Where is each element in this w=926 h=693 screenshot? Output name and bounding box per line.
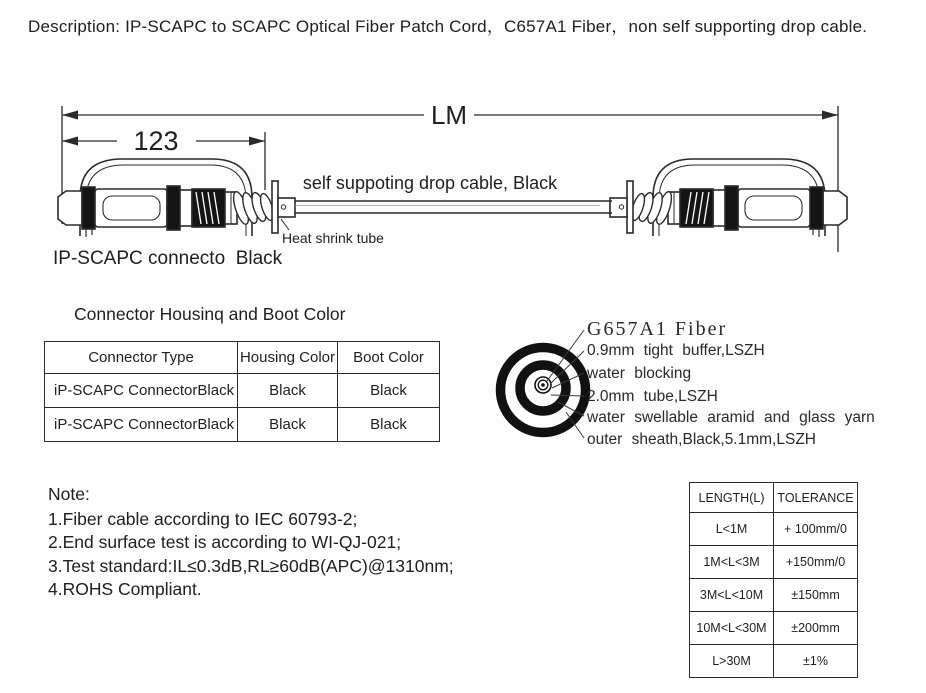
cross-section-leader-lines <box>547 330 584 438</box>
fiber-layer-label: 2.0mm tube,LSZH <box>587 388 718 405</box>
note-item: 1.Fiber cable according to IEC 60793-2; <box>48 508 358 529</box>
dimension-label-connector: 123 <box>133 126 179 156</box>
table-cell: + 100mm/0 <box>774 513 858 546</box>
table-cell: +150mm/0 <box>774 546 858 579</box>
table-row <box>45 408 440 442</box>
heat-shrink-leader-line <box>281 219 289 230</box>
table-cell: iP-SCAPC ConnectorBlack <box>45 374 238 408</box>
column-header: Connector Type <box>45 342 238 374</box>
length-tolerance-table <box>689 482 858 678</box>
note-item: 2.End surface test is according to WI-QJ-021; <box>48 532 402 552</box>
column-header: LENGTH(L) <box>690 483 774 513</box>
note-item: 3.Test standard:IL≤0.3dB,RL≥60dB(APC)@1310nm; <box>48 555 454 576</box>
connector-color-table <box>44 341 440 442</box>
connector-drawing <box>58 159 295 237</box>
table-row <box>690 645 858 678</box>
table-cell: 3M<L<10M <box>690 579 774 612</box>
cable-label: self suppoting drop cable, Black <box>302 173 558 193</box>
table-row <box>45 374 440 408</box>
description-text: Description: IP-SCAPC to SCAPC Optical Fiber Patch Cord，C657A1 Fiber，non self supporting drop cable. <box>28 17 868 36</box>
connector-table-title: Connector Housinq and Boot Color <box>74 304 346 324</box>
table-cell: ±200mm <box>774 612 858 645</box>
table-row <box>690 513 858 546</box>
table-cell: Black <box>338 408 440 442</box>
fiber-layer-label: 0.9mm tight buffer,LSZH <box>587 342 765 359</box>
table-cell: Black <box>238 374 338 408</box>
fiber-layer-label: outer sheath,Black,5.1mm,LSZH <box>587 431 816 448</box>
column-header: Boot Color <box>338 342 440 374</box>
notes-heading: Note: <box>48 484 90 504</box>
dimension-label-overall: LM <box>430 100 468 130</box>
cable-drawing <box>295 201 612 213</box>
table-row <box>690 546 858 579</box>
table-header-row <box>690 483 858 513</box>
fiber-layer-label: water swellable aramid and glass yarn <box>587 409 875 426</box>
dimension-arrows <box>62 111 838 146</box>
table-cell: iP-SCAPC ConnectorBlack <box>45 408 238 442</box>
fiber-section-title: G657A1 Fiber <box>587 318 728 340</box>
table-header-row <box>45 342 440 374</box>
table-cell: L<1M <box>690 513 774 546</box>
table-row <box>690 579 858 612</box>
table-cell: ±150mm <box>774 579 858 612</box>
note-item: 4.ROHS Compliant. <box>48 579 202 599</box>
connector-label: IP-SCAPC connecto Black <box>53 248 283 269</box>
heat-shrink-label: Heat shrink tube <box>282 230 384 246</box>
notes-block <box>48 483 454 602</box>
table-cell: Black <box>238 408 338 442</box>
fiber-layer-label: water blocking <box>587 365 692 382</box>
table-cell: L>30M <box>690 645 774 678</box>
dimension-lines <box>62 106 838 252</box>
table-cell: 10M<L<30M <box>690 612 774 645</box>
table-row <box>690 612 858 645</box>
table-cell: 1M<L<3M <box>690 546 774 579</box>
table-cell: Black <box>338 374 440 408</box>
table-cell: ±1% <box>774 645 858 678</box>
fiber-cross-section <box>501 318 875 448</box>
connector-drawing-right <box>610 159 847 237</box>
column-header: TOLERANCE <box>774 483 858 513</box>
column-header: Housing Color <box>238 342 338 374</box>
